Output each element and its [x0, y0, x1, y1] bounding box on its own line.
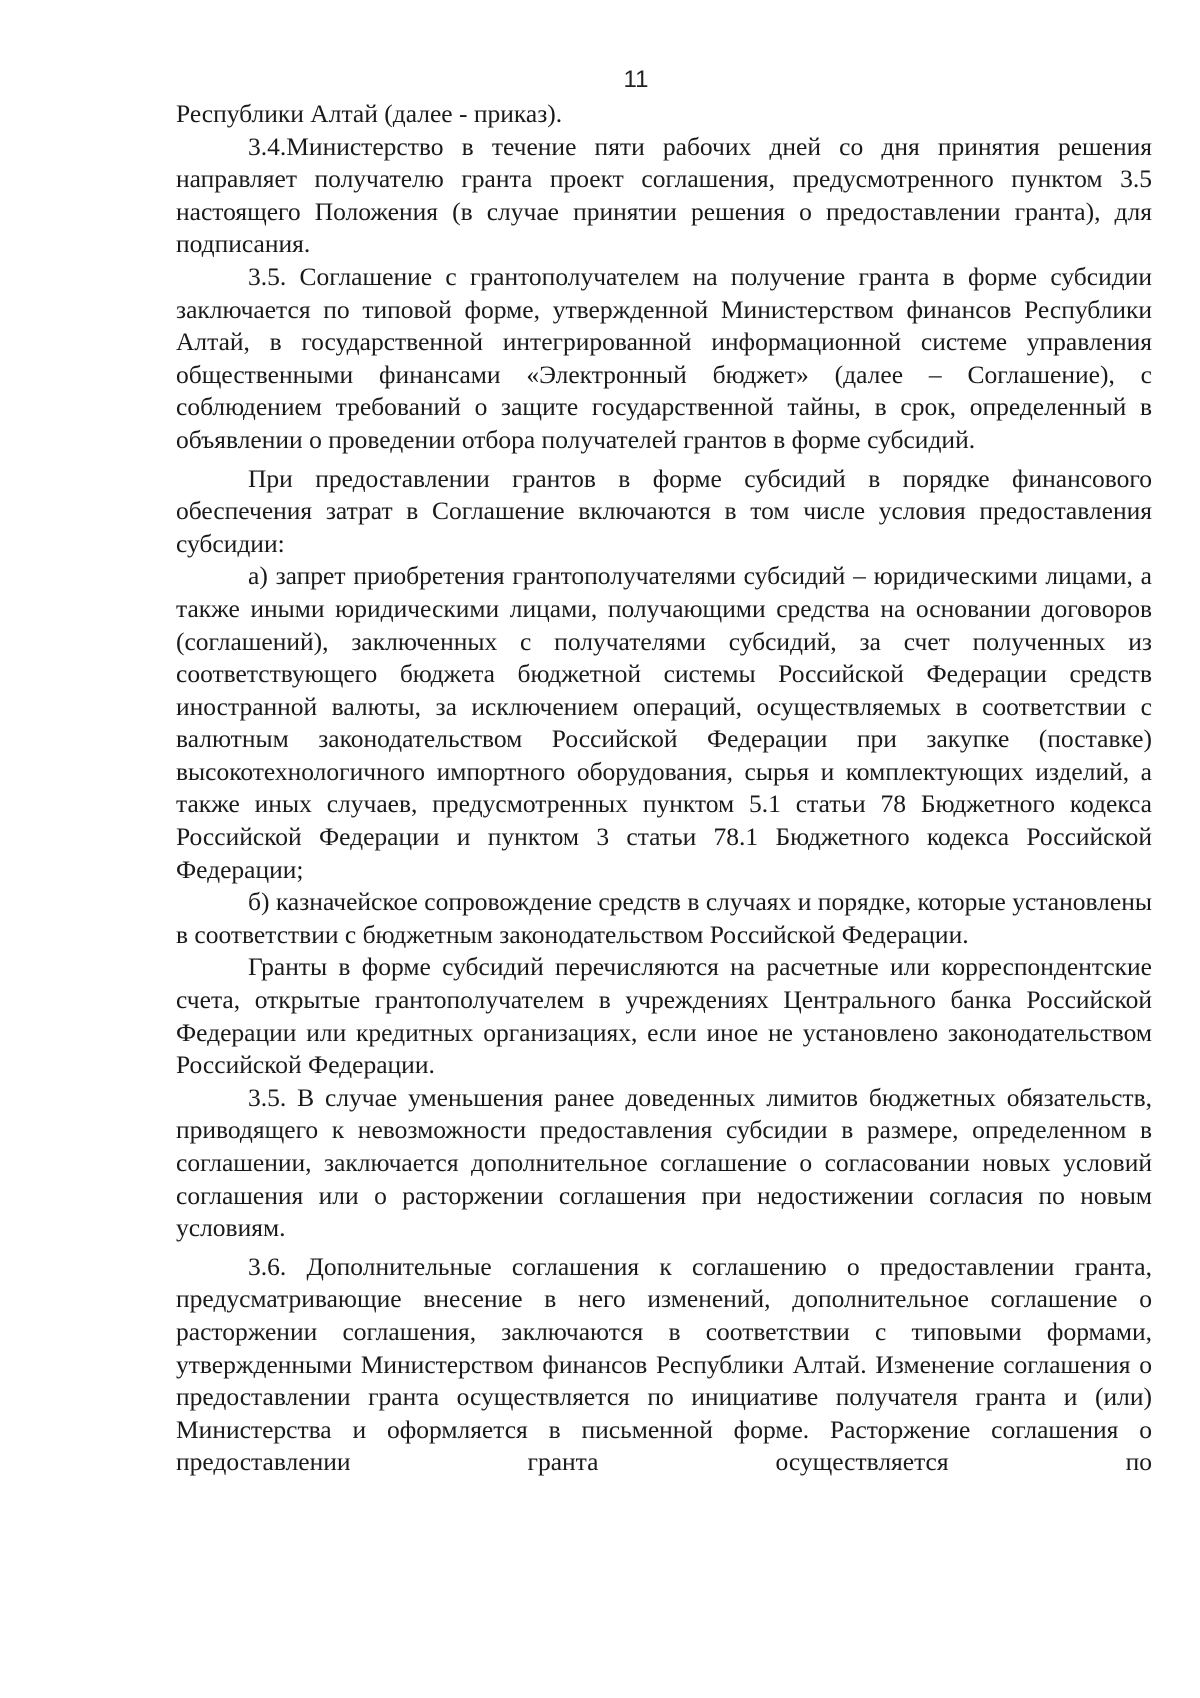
- document-body: [176, 98, 1152, 1479]
- paragraph-3-5: 3.5. Соглашение с грантополучателем на получение гранта в форме субсидии заключается по типовой форме, утвержденной Министерством финансов Республики Алтай, в государственной интегрированной информационной системе управления общественными финансами «Электронный бюджет» (далее – Соглашение), с соблюдением требований о защите государственной тайны, в срок, определенный в объявлении о проведении отбора получателей грантов в форме субсидий.: [176, 261, 1152, 454]
- paragraph-financing-conditions: При предоставлении грантов в форме субсидий в порядке финансового обеспечения затрат в Соглашение включаются в том числе условия предоставления субсидии:: [176, 463, 1152, 558]
- paragraph-item-b: б) казначейское сопровождение средств в случаях и порядке, которые установлены в соответствии с бюджетным законодательством Российской Федерации.: [176, 887, 1152, 949]
- paragraph-grant-transfer: Гранты в форме субсидий перечисляются на расчетные или корреспондентские счета, открытые грантополучателем в учреждениях Центрального банка Российской Федерации или кредитных организациях, если иное не установлено законодательством Российской Федерации.: [176, 952, 1152, 1080]
- paragraph-3-6: 3.6. Дополнительные соглашения к соглашению о предоставлении гранта, предусматривающие внесение в него изменений, дополнительное соглашение о расторжении соглашения, заключаются в соответствии с типовыми формами, утвержденными Министерством финансов Республики Алтай. Изменение соглашения о предоставлении гранта осуществляется по инициативе получателя гранта и (или) Министерства и оформляется в письменной форме. Расторжение соглашения о предоставлении гранта осуществляется по: [176, 1251, 1152, 1477]
- paragraph-3-4: 3.4.Министерство в течение пяти рабочих дней со дня принятия решения направляет получателю гранта проект соглашения, предусмотренного пунктом 3.5 настоящего Положения (в случае принятии решения о предоставлении гранта), для подписания.: [176, 131, 1152, 259]
- paragraph-3-5-limits: 3.5. В случае уменьшения ранее доведенных лимитов бюджетных обязательств, приводящего к невозможности предоставления субсидии в размере, определенном в соглашении, заключается дополнительное соглашение о согласовании новых условий соглашения или о расторжении соглашения при недостижении согласия по новым условиям.: [176, 1082, 1152, 1243]
- paragraph-item-a: а) запрет приобретения грантополучателями субсидий – юридическими лицами, а также иными юридическими лицами, получающими средства на основании договоров (соглашений), заключенных с получателями субсидий, за счет полученных из соответствующего бюджета бюджетной системы Российской Федерации средств иностранной валюты, за исключением операций, осуществляемых в соответствии с валютным законодательством Российской Федерации при закупке (поставке) высокотехнологичного импортного оборудования, сырья и комплектующих изделий, а также иных случаев, предусмотренных пунктом 5.1 статьи 78 Бюджетного кодекса Российской Федерации и пунктом 3 статьи 78.1 Бюджетного кодекса Российской Федерации;: [176, 561, 1152, 884]
- paragraph-continuation: Республики Алтай (далее - приказ).: [176, 99, 563, 128]
- page-number: 11: [623, 66, 649, 93]
